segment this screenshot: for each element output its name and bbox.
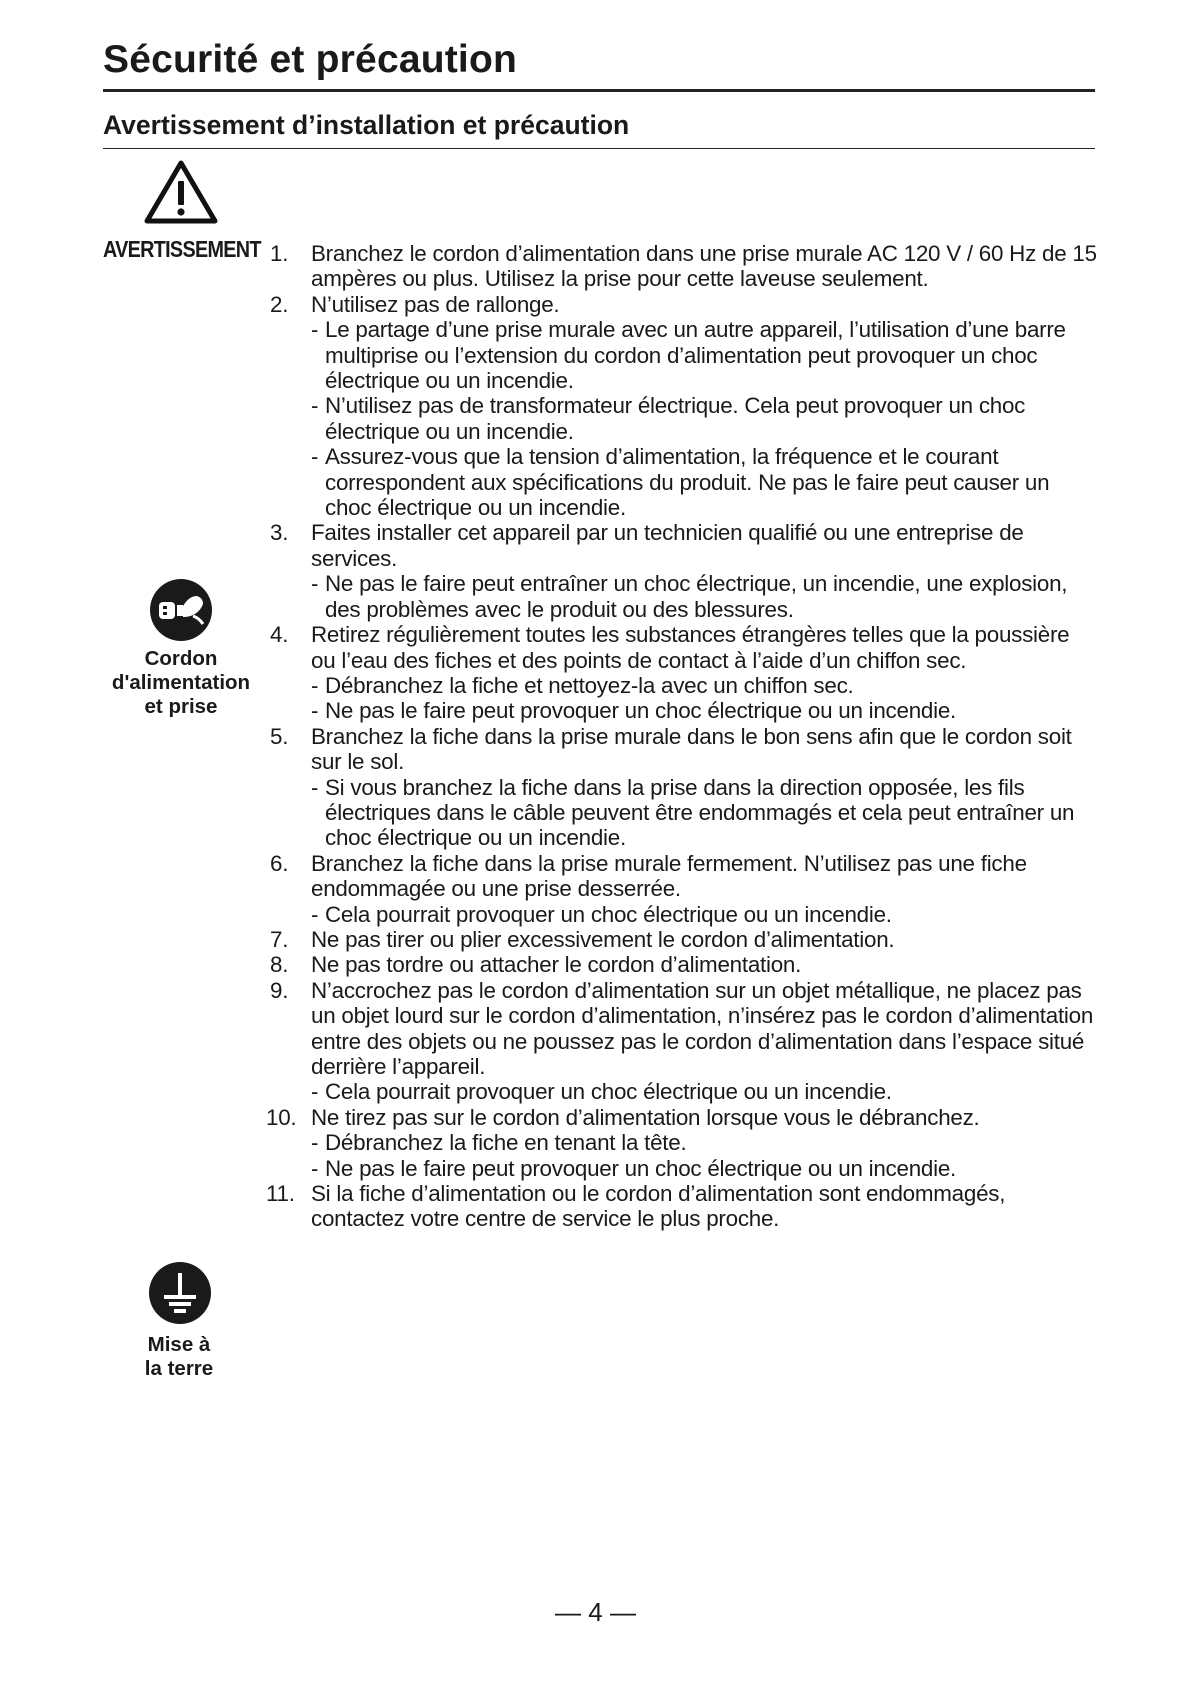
item-text: Ne pas tordre ou attacher le cordon d’alimentation. xyxy=(311,952,802,978)
item-number: 9. xyxy=(270,977,289,1003)
sub-item-dash: - xyxy=(311,672,319,698)
sub-item-text: Débranchez la fiche en tenant la tête. xyxy=(325,1130,687,1156)
warning-label: AVERTISSEMENT xyxy=(103,236,261,262)
sub-item xyxy=(311,1156,1098,1181)
item-number: 1. xyxy=(270,241,289,266)
sub-item xyxy=(311,1130,1098,1155)
item-number: 2. xyxy=(270,291,289,317)
item-number: 10. xyxy=(266,1104,297,1130)
unplug-power-cord-icon xyxy=(149,578,213,642)
sub-item-text: Cela pourrait provoquer un choc électrique ou un incendie. xyxy=(325,1079,892,1105)
sub-item xyxy=(311,673,1098,698)
warning-list xyxy=(268,241,1098,1232)
list-item xyxy=(268,978,1098,1105)
list-item xyxy=(268,952,1098,977)
list-item xyxy=(268,622,1098,724)
item-number: 6. xyxy=(270,850,289,876)
item-text: Ne tirez pas sur le cordon d’alimentation lorsque vous le débranchez. xyxy=(311,1104,980,1130)
item-number: 3. xyxy=(270,520,289,546)
list-item xyxy=(268,520,1098,622)
sub-item-text: Ne pas le faire peut provoquer un choc électrique ou un incendie. xyxy=(325,1155,957,1181)
page-title: Sécurité et précaution xyxy=(103,38,518,81)
sub-item-text: N’utilisez pas de transformateur électrique. Cela peut provoquer un choc électrique ou un incendie. xyxy=(325,393,1026,444)
list-item xyxy=(268,724,1098,851)
sub-item-text: Cela pourrait provoquer un choc électrique ou un incendie. xyxy=(325,901,892,927)
sub-item xyxy=(311,698,1098,723)
list-item xyxy=(268,241,1098,292)
sub-item-dash: - xyxy=(311,1079,319,1105)
sub-item-dash: - xyxy=(311,317,319,343)
sub-item xyxy=(311,444,1098,520)
item-number: 8. xyxy=(270,952,289,978)
sub-item-text: Si vous branchez la fiche dans la prise dans la direction opposée, les fils électriques dans le câble peuvent être endommagés et cela peut entraîner un choc électrique ou un incendie. xyxy=(325,774,1075,851)
sub-item-text: Le partage d’une prise murale avec un autre appareil, l’utilisation d’une barre multiprise ou l’extension du cordon d’alimentation peut provoquer un choc électrique ou un incendie. xyxy=(325,317,1066,394)
section-divider xyxy=(103,148,1095,149)
item-text: Branchez la fiche dans la prise murale fermement. N’utilisez pas une fiche endommagée ou une prise desserrée. xyxy=(311,850,1027,902)
sub-item-dash: - xyxy=(311,774,319,800)
item-text: Faites installer cet appareil par un technicien qualifié ou une entreprise de services. xyxy=(311,520,1024,571)
sub-item-dash: - xyxy=(311,1130,319,1156)
ground-label: Mise à la terre xyxy=(144,1333,214,1380)
sub-item-text: Assurez-vous que la tension d’alimentation, la fréquence et le courant correspondent aux spécifications du produit. Ne pas le faire peut causer un choc électrique ou un incendie. xyxy=(325,444,1050,521)
sub-item-dash: - xyxy=(311,444,319,470)
sub-item-dash: - xyxy=(311,901,319,927)
item-number: 5. xyxy=(270,723,289,749)
power-cord-label: Cordon d'alimentation et prise xyxy=(111,647,251,718)
sub-item xyxy=(311,902,1098,927)
sub-item-text: Ne pas le faire peut provoquer un choc électrique ou un incendie. xyxy=(325,698,957,724)
list-item xyxy=(268,927,1098,952)
item-number: 4. xyxy=(270,622,289,648)
list-item xyxy=(268,1105,1098,1181)
item-text: Branchez la fiche dans la prise murale dans le bon sens afin que le cordon soit sur le sol. xyxy=(311,723,1072,775)
page-number: — 4 — xyxy=(555,1597,636,1627)
sub-item xyxy=(311,393,1098,444)
ground-earth-icon xyxy=(148,1261,212,1325)
list-item xyxy=(268,1181,1098,1232)
item-text: Si la fiche d’alimentation ou le cordon d’alimentation sont endommagés, contactez votre centre de service le plus proche. xyxy=(311,1181,1006,1232)
list-item xyxy=(268,851,1098,927)
section-title: Avertissement d’installation et précaution xyxy=(103,110,630,140)
item-text: Ne pas tirer ou plier excessivement le cordon d’alimentation. xyxy=(311,926,895,952)
sub-item xyxy=(311,317,1098,393)
sub-item-dash: - xyxy=(311,571,319,597)
warning-triangle-icon xyxy=(143,158,219,226)
item-number: 11. xyxy=(266,1181,295,1207)
title-divider xyxy=(103,89,1095,92)
item-text: Branchez le cordon d’alimentation dans une prise murale AC 120 V / 60 Hz de 15 ampères ou plus. Utilisez la prise pour cette laveuse seulement. xyxy=(311,241,1097,292)
item-text: N’accrochez pas le cordon d’alimentation sur un objet métallique, ne placez pas un objet lourd sur le cordon d’alimentation, n’insérez pas le cordon d’alimentation entre des objets ou ne poussez pas le cordon d’alimentation dans l’espace situé derrière l’appareil. xyxy=(311,977,1094,1079)
sub-item xyxy=(311,571,1098,622)
sub-item-dash: - xyxy=(311,698,319,724)
sub-item-text: Ne pas le faire peut entraîner un choc électrique, un incendie, une explosion, des problèmes avec le produit ou des blessures. xyxy=(325,571,1068,622)
list-item xyxy=(268,292,1098,521)
sub-item-dash: - xyxy=(311,1155,319,1181)
item-text: Retirez régulièrement toutes les substances étrangères telles que la poussière ou l’eau des fiches et des points de contact à l’aide d’un chiffon sec. xyxy=(311,622,1070,673)
sub-item-dash: - xyxy=(311,393,319,419)
sub-item xyxy=(311,1079,1098,1104)
sub-item-text: Débranchez la fiche et nettoyez-la avec un chiffon sec. xyxy=(325,672,854,698)
sub-item xyxy=(311,775,1098,851)
item-number: 7. xyxy=(270,926,289,952)
item-text: N’utilisez pas de rallonge. xyxy=(311,291,560,317)
